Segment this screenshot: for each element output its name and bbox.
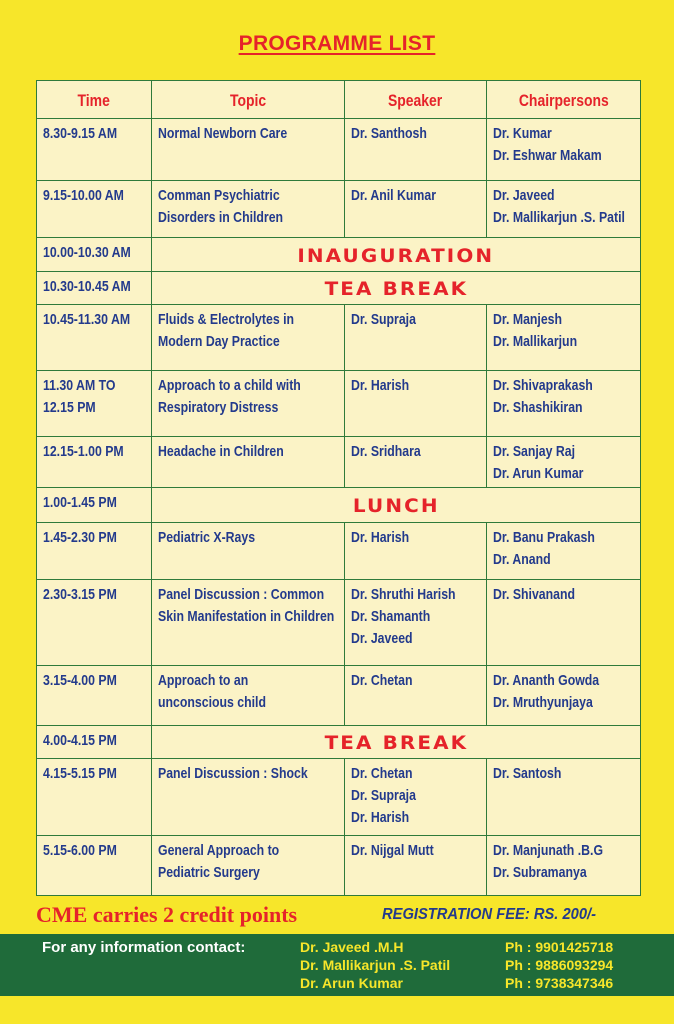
time-cell-text: 4.00-4.15 PM [43,732,117,749]
speaker-cell-text: Dr. Sridhara [351,443,421,460]
chairpersons-cell-text: Dr. Subramanya [493,864,587,881]
table-row [37,666,641,726]
topic-cell [152,523,345,580]
event-cell [152,238,641,272]
time-cell [37,238,152,272]
chairpersons-cell [487,181,641,238]
contact-phone[interactable]: Ph : 9738347346 [505,975,614,991]
event-label: TEA BREAK [324,278,468,300]
event-label: TEA BREAK [324,732,468,754]
table-row-event [37,726,641,759]
contact-name: Dr. Arun Kumar [300,975,403,991]
topic-cell-text: Panel Discussion : Common [158,586,325,603]
table-row [37,759,641,836]
event-label: INAUGURATION [297,244,495,267]
header-time: Time [37,81,152,119]
topic-cell-text: Normal Newborn Care [158,125,288,142]
topic-cell-text: General Approach to [158,842,280,859]
topic-cell-text: Fluids & Electrolytes in [158,311,295,328]
contact-name: Dr. Javeed .M.H [300,939,404,955]
chairpersons-cell [487,523,641,580]
time-cell-text: 12.15-1.00 PM [43,443,124,460]
speaker-cell-text: Dr. Supraja [351,311,416,328]
time-cell [37,836,152,896]
topic-cell-text: Approach to a child with [158,377,301,394]
time-cell [37,305,152,371]
topic-cell [152,759,345,836]
speaker-cell-text: Dr. Santhosh [351,125,427,142]
time-cell-text: 5.15-6.00 PM [43,842,117,859]
topic-cell [152,181,345,238]
chairpersons-cell-text: Dr. Shivanand [493,586,576,603]
chairpersons-cell-text: Dr. Mruthyunjaya [493,694,593,711]
bottom-strip [0,996,674,1024]
chairpersons-cell [487,371,641,437]
time-cell-text: 3.15-4.00 PM [43,672,117,689]
topic-cell-text: Comman Psychiatric [158,187,280,204]
topic-cell-text: Respiratory Distress [158,399,279,416]
speaker-cell [345,371,487,437]
contact-phone[interactable]: Ph : 9901425718 [505,939,614,955]
speaker-cell [345,666,487,726]
header-chairpersons: Chairpersons [487,81,641,119]
topic-cell [152,305,345,371]
chairpersons-cell [487,836,641,896]
programme-table [36,80,641,896]
time-cell-text: 1.45-2.30 PM [43,529,117,546]
table-row [37,119,641,181]
contact-label: For any information contact: [42,939,246,956]
topic-cell [152,119,345,181]
event-cell [152,488,641,523]
speaker-cell [345,523,487,580]
time-cell [37,272,152,305]
table-row-event [37,488,641,523]
speaker-cell-text: Dr. Harish [351,809,410,826]
table-row [37,371,641,437]
header-topic: Topic [152,81,345,119]
event-cell [152,726,641,759]
topic-cell-text: Modern Day Practice [158,333,280,350]
chairpersons-cell [487,666,641,726]
chairpersons-cell-text: Dr. Sanjay Raj [493,443,576,460]
time-cell [37,523,152,580]
speaker-cell [345,836,487,896]
cme-credit-text: CME carries 2 credit points [36,902,298,927]
contact-phone[interactable]: Ph : 9886093294 [505,957,614,973]
speaker-cell [345,580,487,666]
chairpersons-cell-text: Dr. Anand [493,551,551,568]
chairpersons-cell [487,437,641,488]
contact-row [300,939,660,957]
time-cell-text: 10.45-11.30 AM [43,311,131,328]
topic-cell-text: Headache in Children [158,443,284,460]
speaker-cell [345,181,487,238]
table-row [37,836,641,896]
time-cell-text: 9.15-10.00 AM [43,187,124,204]
event-label: LUNCH [352,495,440,517]
chairpersons-cell-text: Dr. Mallikarjun [493,333,578,350]
contact-list [300,939,660,993]
time-cell [37,759,152,836]
speaker-cell-text: Dr. Supraja [351,787,416,804]
contact-name: Dr. Mallikarjun .S. Patil [300,957,451,973]
topic-cell [152,437,345,488]
chairpersons-cell [487,305,641,371]
time-cell [37,437,152,488]
chairpersons-cell-text: Dr. Mallikarjun .S. Patil [493,209,625,226]
time-cell-text: 10.00-10.30 AM [43,244,131,261]
table-row [37,523,641,580]
speaker-cell [345,759,487,836]
chairpersons-cell-text: Dr. Javeed [493,187,555,204]
contact-row [300,975,660,993]
speaker-cell [345,305,487,371]
chairpersons-cell-text: Dr. Santosh [493,765,562,782]
table-row [37,305,641,371]
topic-cell-text: unconscious child [158,694,266,711]
speaker-cell-text: Dr. Harish [351,377,410,394]
time-cell-text: 11.30 AM TO [43,377,116,394]
table-row-event [37,272,641,305]
chairpersons-cell-text: Dr. Kumar [493,125,552,142]
table-row [37,580,641,666]
topic-cell-text: Approach to an [158,672,249,689]
chairpersons-cell-text: Dr. Arun Kumar [493,465,584,482]
speaker-cell-text: Dr. Shruthi Harish [351,586,456,603]
time-cell [37,580,152,666]
time-cell-text: 2.30-3.15 PM [43,586,117,603]
topic-cell [152,580,345,666]
chairpersons-cell-text: Dr. Eshwar Makam [493,147,602,164]
topic-cell-text: Pediatric X-Rays [158,529,256,546]
speaker-cell [345,119,487,181]
time-cell-text: 8.30-9.15 AM [43,125,118,142]
chairpersons-cell [487,119,641,181]
time-cell [37,119,152,181]
chairpersons-cell-text: Dr. Shivaprakash [493,377,593,394]
speaker-cell-text: Dr. Shamanth [351,608,431,625]
topic-cell-text: Disorders in Children [158,209,284,226]
topic-cell [152,666,345,726]
chairpersons-cell-text: Dr. Manjunath .B.G [493,842,604,859]
table-header-row [37,81,641,119]
time-cell [37,371,152,437]
chairpersons-cell-text: Dr. Ananth Gowda [493,672,600,689]
table-row-event [37,238,641,272]
time-cell-text: 12.15 PM [43,399,96,416]
time-cell-text: 10.30-10.45 AM [43,278,131,295]
time-cell [37,726,152,759]
event-cell [152,272,641,305]
registration-fee: REGISTRATION FEE: RS. 200/- [382,906,597,923]
contact-row [300,957,660,975]
topic-cell [152,836,345,896]
chairpersons-cell [487,759,641,836]
time-cell-text: 1.00-1.45 PM [43,494,117,511]
speaker-cell-text: Dr. Chetan [351,672,413,689]
topic-cell [152,371,345,437]
topic-cell-text: Panel Discussion : Shock [158,765,308,782]
table-body [37,119,641,896]
speaker-cell-text: Dr. Nijgal Mutt [351,842,434,859]
header-speaker: Speaker [345,81,487,119]
speaker-cell-text: Dr. Javeed [351,630,413,647]
speaker-cell-text: Dr. Anil Kumar [351,187,436,204]
topic-cell-text: Skin Manifestation in Children [158,608,335,625]
table-row [37,181,641,238]
speaker-cell-text: Dr. Harish [351,529,410,546]
chairpersons-cell-text: Dr. Banu Prakash [493,529,595,546]
topic-cell-text: Pediatric Surgery [158,864,260,881]
time-cell [37,488,152,523]
chairpersons-cell-text: Dr. Manjesh [493,311,563,328]
time-cell-text: 4.15-5.15 PM [43,765,117,782]
speaker-cell [345,437,487,488]
chairpersons-cell [487,580,641,666]
time-cell [37,181,152,238]
chairpersons-cell-text: Dr. Shashikiran [493,399,583,416]
time-cell [37,666,152,726]
table-row [37,437,641,488]
page-title: PROGRAMME LIST [238,32,436,55]
contact-footer [0,934,674,996]
speaker-cell-text: Dr. Chetan [351,765,413,782]
